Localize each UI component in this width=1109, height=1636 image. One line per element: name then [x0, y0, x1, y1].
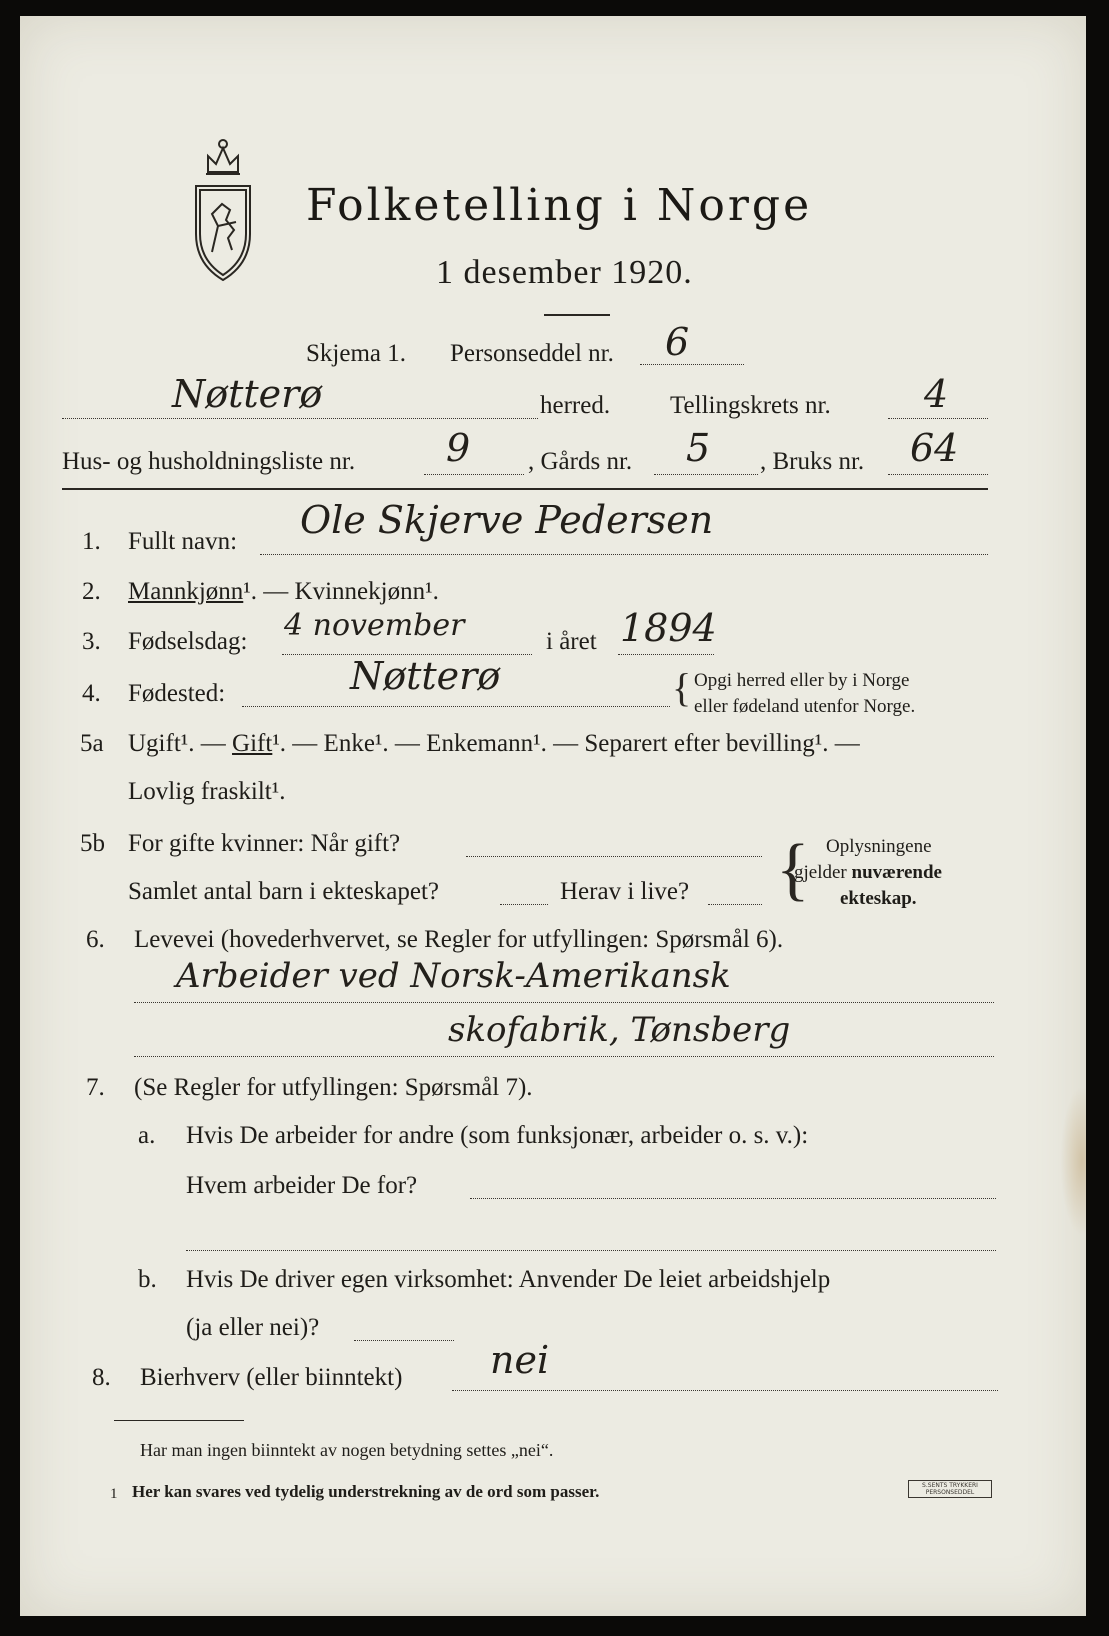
q7a-text: Hvis De arbeider for andre (som funksjonær, arbeider o. s. v.):	[186, 1122, 809, 1149]
q2-end: ¹.	[425, 578, 439, 605]
footnote-number: 1	[110, 1486, 118, 1502]
q1-number: 1.	[82, 528, 101, 555]
q7-number: 7.	[86, 1074, 105, 1101]
hus-label: Hus- og husholdningsliste nr.	[62, 448, 356, 475]
personseddel-line	[640, 364, 744, 365]
q5b-note-2a: gjelder	[794, 862, 852, 883]
q5b-brace: {	[776, 831, 810, 908]
q6-label: Levevei (hovederhvervet, se Regler for utfyllingen: Spørsmål 6).	[134, 926, 784, 953]
q8-line	[452, 1390, 998, 1391]
q6-number: 6.	[86, 926, 105, 953]
q5b-line-1: For gifte kvinner: Når gift?	[128, 830, 401, 857]
q6-line-2	[134, 1056, 994, 1057]
gards-label: , Gårds nr.	[528, 448, 633, 475]
side-income-value: nei	[490, 1338, 550, 1382]
gards-value: 5	[686, 426, 711, 470]
printer-stamp-line-2: PERSONSEDDEL	[925, 1489, 975, 1496]
personseddel-value: 6	[665, 320, 690, 364]
herred-label: herred.	[540, 392, 611, 419]
paper-stain	[1060, 1086, 1086, 1236]
q3-number: 3.	[82, 628, 101, 655]
q8-label: Bierhverv (eller biinntekt)	[140, 1364, 403, 1391]
birth-date-value: 4 november	[284, 608, 465, 643]
footer-divider	[114, 1420, 244, 1421]
coat-of-arms-icon	[178, 134, 268, 284]
q5a-line-2: Lovlig fraskilt¹.	[128, 778, 286, 805]
q5b-number: 5b	[80, 830, 105, 857]
q8-number: 8.	[92, 1364, 111, 1391]
q5b-alive-line	[708, 904, 762, 905]
footnote-text: Her kan svares ved tydelig understrekning av de ord som passer.	[132, 1482, 600, 1501]
occupation-value-1: Arbeider ved Norsk-Amerikansk	[176, 956, 731, 996]
q4-brace: {	[672, 665, 692, 710]
q5a-ugift: Ugift¹. —	[128, 730, 233, 757]
q6-line-1	[134, 1002, 994, 1003]
q5b-note-1: Oplysningene	[826, 836, 932, 857]
q2-number: 2.	[82, 578, 101, 605]
tellingskrets-value: 4	[924, 372, 949, 416]
q5b-children-line	[500, 904, 548, 905]
q7a-line-2	[186, 1250, 996, 1251]
herred-line	[62, 418, 538, 419]
q2-options	[128, 578, 439, 606]
herred-value: Nøtterø	[172, 372, 323, 416]
occupation-value-2: skofabrik, Tønsberg	[448, 1010, 791, 1050]
q5a-options	[128, 730, 860, 758]
birthplace-value: Nøtterø	[350, 654, 501, 698]
header-rule	[62, 488, 988, 490]
gards-line	[654, 474, 758, 475]
year-label: i året	[546, 628, 597, 655]
q5a-rest: ¹. — Enke¹. — Enkemann¹. — Separert efter bevilling¹. —	[272, 730, 860, 757]
personseddel-label: Personseddel nr.	[450, 340, 614, 367]
q4-label: Fødested:	[128, 680, 226, 707]
q2-separator: ¹. —	[243, 578, 295, 605]
q3-label: Fødselsdag:	[128, 628, 248, 655]
q5b-note-3: ekteskap.	[840, 888, 917, 909]
q3-year-line	[618, 654, 714, 655]
q7a-line-1	[470, 1198, 996, 1199]
printer-stamp-line-1: S.SENTS TRYKKERI	[922, 1482, 978, 1489]
form-title: Folketelling i Norge	[306, 180, 813, 231]
birth-year-value: 1894	[620, 606, 717, 650]
q5a-number: 5a	[80, 730, 104, 757]
q1-line	[260, 554, 988, 555]
q7b-line	[354, 1340, 454, 1341]
q5b-note-2b: nuværende	[851, 862, 942, 883]
title-divider	[544, 314, 610, 316]
printer-stamp	[908, 1480, 992, 1498]
q5a-gift: Gift	[232, 730, 273, 757]
q5b-married-line	[466, 856, 762, 857]
census-form	[20, 16, 1086, 1616]
q7b-text: Hvis De driver egen virksomhet: Anvender De leiet arbeidshjelp	[186, 1266, 831, 1293]
q7b-question: (ja eller nei)?	[186, 1314, 320, 1341]
bruks-label: , Bruks nr.	[760, 448, 865, 475]
q5b-note-2	[794, 862, 942, 884]
q4-line	[242, 706, 670, 707]
q7-label: (Se Regler for utfyllingen: Spørsmål 7).	[134, 1074, 533, 1101]
q5b-alive-label: Herav i live?	[560, 878, 690, 905]
q7b-letter: b.	[138, 1266, 157, 1293]
hus-value: 9	[446, 426, 471, 470]
q4-note-1: Opgi herred eller by i Norge	[694, 670, 910, 691]
form-subtitle: 1 desember 1920.	[436, 254, 693, 291]
q4-note-2: eller fødeland utenfor Norge.	[694, 696, 916, 717]
bruks-line	[888, 474, 988, 475]
bruks-value: 64	[910, 426, 959, 470]
skjema-label: Skjema 1.	[306, 340, 406, 367]
q1-label: Fullt navn:	[128, 528, 238, 555]
tellingskrets-label: Tellingskrets nr.	[670, 392, 831, 419]
q7a-question: Hvem arbeider De for?	[186, 1172, 418, 1199]
full-name-value: Ole Skjerve Pedersen	[300, 498, 714, 542]
footer-note: Har man ingen biinntekt av nogen betydning settes „nei“.	[140, 1440, 554, 1460]
tellingskrets-line	[888, 418, 988, 419]
q5b-children-label: Samlet antal barn i ekteskapet?	[128, 878, 439, 905]
female-option: Kvinnekjønn	[294, 578, 426, 605]
q4-number: 4.	[82, 680, 101, 707]
q7a-letter: a.	[138, 1122, 156, 1149]
male-option: Mannkjønn	[128, 578, 244, 605]
hus-line	[424, 474, 524, 475]
